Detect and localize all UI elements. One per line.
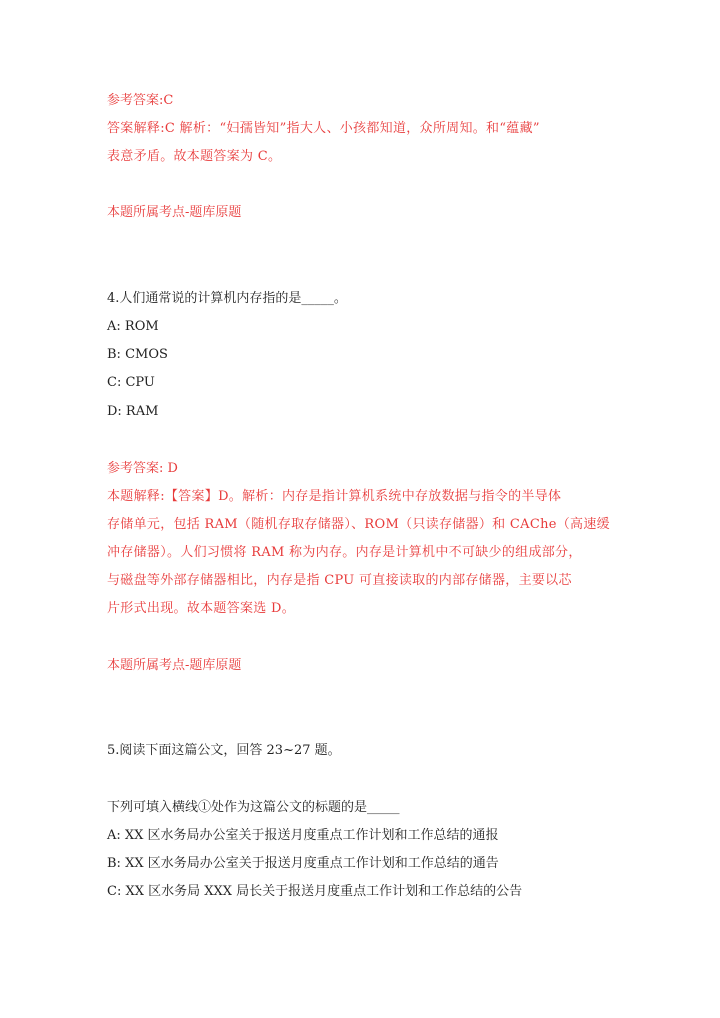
q3-explanation-line: 答案解释:C 解析：“妇孺皆知”指大人、小孩都知道，众所周知。和“蕴藏” (107, 121, 540, 136)
q5-sub-question: 下列可填入横线①处作为这篇公文的标题的是_____ (107, 800, 400, 815)
q4-explanation-line: 片形式出现。故本题答案选 D。 (107, 601, 296, 616)
q4-option-b: B: CMOS (107, 347, 168, 362)
q4-question: 4.人们通常说的计算机内存指的是_____。 (107, 291, 347, 306)
q5-option-c: C: XX 区水务局 XXX 局长关于报送月度重点工作计划和工作总结的公告 (107, 884, 523, 899)
q4-explanation-line: 本题解释:【答案】D。解析：内存是指计算机系统中存放数据与指令的半导体 (107, 489, 562, 504)
q4-explanation (107, 483, 610, 623)
q4-option-a: A: ROM (107, 319, 159, 334)
q5-option-a: A: XX 区水务局办公室关于报送月度重点工作计划和工作总结的通报 (107, 828, 499, 843)
q3-source: 本题所属考点-题库原题 (107, 205, 242, 220)
q3-answer: 参考答案:C (107, 93, 174, 108)
q4-option-c: C: CPU (107, 375, 155, 390)
q3-explanation (107, 115, 607, 171)
q4-explanation-line: 存储单元，包括 RAM（随机存取存储器）、ROM（只读存储器）和 CAChe（高速缓 (107, 517, 610, 532)
q4-answer: 参考答案: D (107, 461, 178, 476)
q3-explanation-line: 表意矛盾。故本题答案为 C。 (107, 149, 282, 164)
q5-question: 5.阅读下面这篇公文，回答 23~27 题。 (107, 743, 341, 758)
q5-option-b: B: XX 区水务局办公室关于报送月度重点工作计划和工作总结的通告 (107, 856, 499, 871)
q4-explanation-line: 冲存储器）。人们习惯将 RAM 称为内存。内存是计算机中不可缺少的组成部分， (107, 545, 582, 560)
q4-source: 本题所属考点-题库原题 (107, 658, 242, 673)
q4-option-d: D: RAM (107, 404, 159, 419)
q4-explanation-line: 与磁盘等外部存储器相比，内存是指 CPU 可直接读取的内部存储器，主要以芯 (107, 573, 572, 588)
